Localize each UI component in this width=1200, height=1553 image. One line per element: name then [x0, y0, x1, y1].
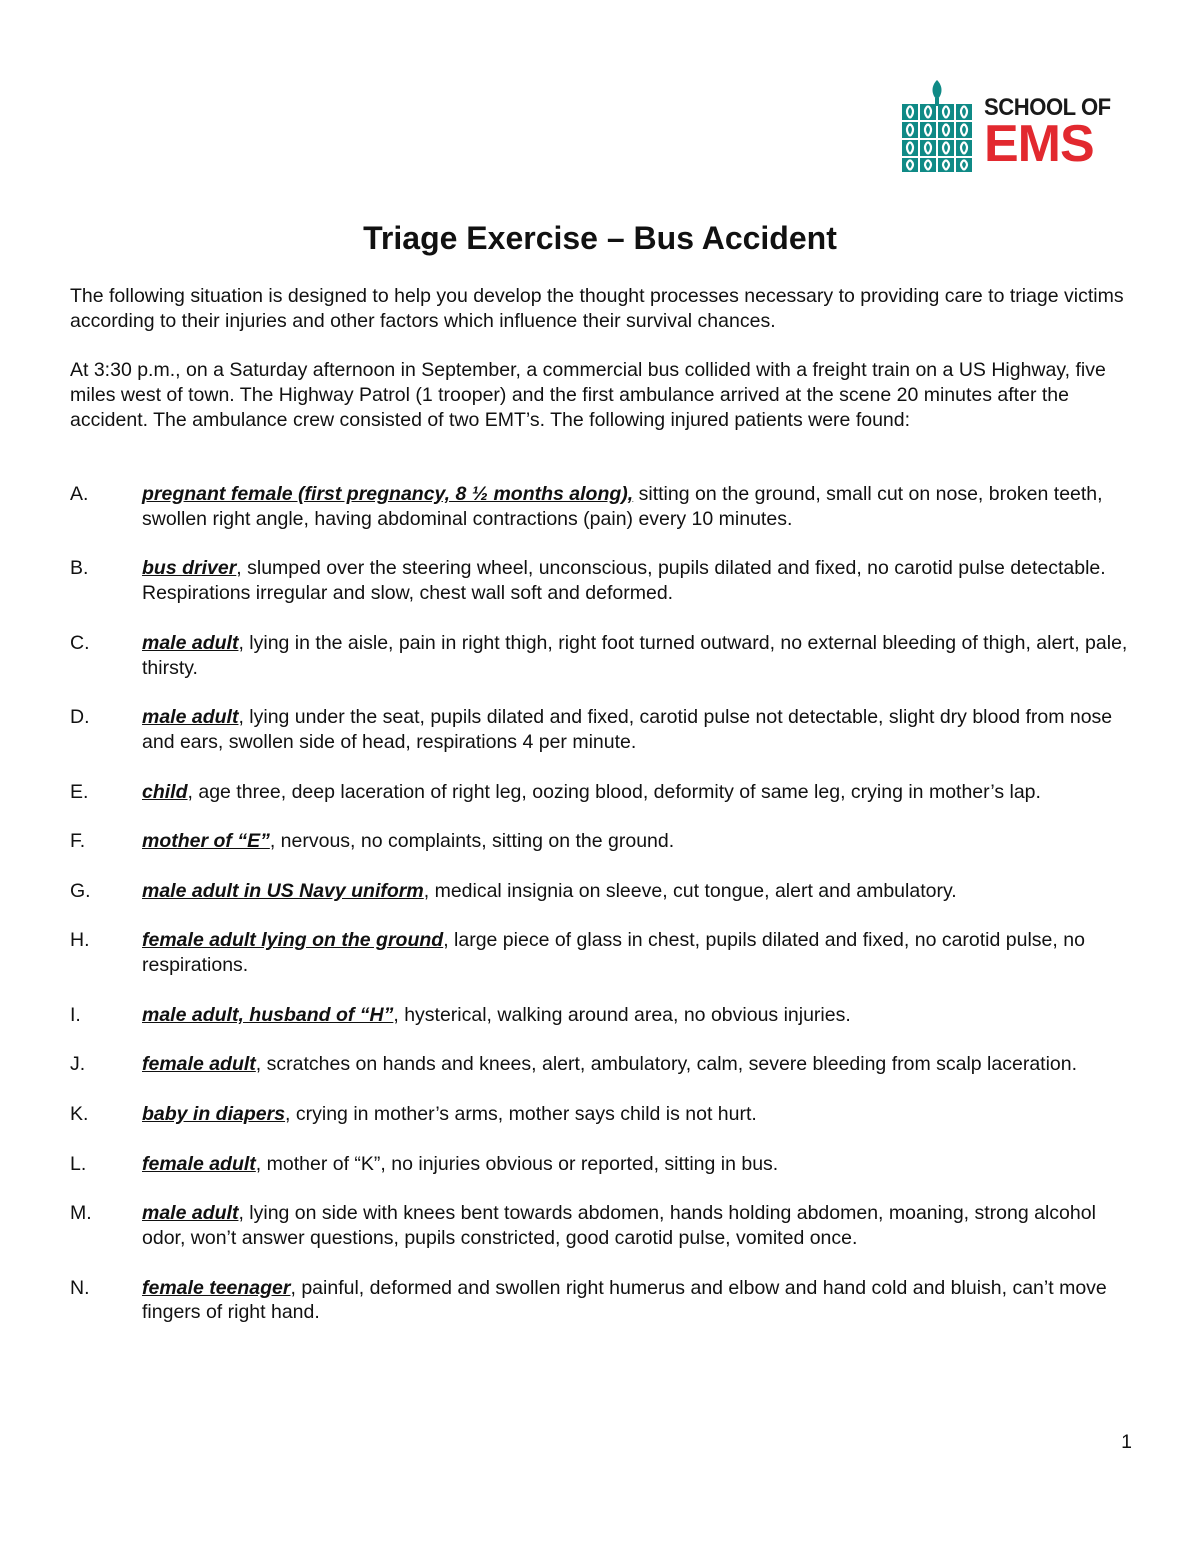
item-letter: A. — [70, 483, 89, 505]
item-letter: K. — [70, 1102, 89, 1125]
item-letter: J. — [70, 1053, 86, 1076]
wheat-grid-logo-icon — [900, 78, 974, 174]
item-subject: mother of “E” — [142, 830, 270, 853]
item-letter: B. — [70, 557, 89, 580]
item-subject: female adult lying on the ground — [142, 929, 444, 952]
item-letter: F. — [70, 830, 86, 853]
item-subject: female adult — [142, 1152, 256, 1175]
item-details: , nervous, no complaints, sitting on the ground. — [269, 830, 675, 853]
item-details: sitting on the ground, small cut on nose, broken teeth, swollen right angle, having abdominal contractions (pain) every 10 minutes. — [142, 483, 1103, 530]
item-letter: H. — [70, 929, 90, 952]
item-details: , painful, deformed and swollen right humerus and elbow and hand cold and bluish, can’t move fingers of right hand. — [142, 1276, 1107, 1324]
item-details: , large piece of glass in chest, pupils dilated and fixed, no carotid pulse, no respirations. — [142, 929, 1085, 977]
item-letter: C. — [70, 631, 90, 654]
item-subject: baby in diapers — [142, 1102, 286, 1125]
page-number: 1 — [1121, 1431, 1132, 1453]
logo-line-school-of: SCHOOL OF — [984, 94, 1111, 121]
list-item — [70, 829, 1135, 854]
list-item — [70, 1102, 1135, 1127]
list-item — [70, 1152, 1135, 1177]
item-details: , lying on side with knees bent towards abdomen, hands holding abdomen, moaning, strong alcohol odor, won’t answer questions, pupils constricted, good carotid pulse, vomited once. — [142, 1202, 1096, 1249]
list-item — [70, 1276, 1135, 1326]
item-subject: female adult — [142, 1053, 256, 1076]
item-details: , crying in mother’s arms, mother says child is not hurt. — [285, 1102, 757, 1125]
list-item — [70, 631, 1135, 681]
item-letter: D. — [70, 706, 90, 729]
document-title: Triage Exercise – Bus Accident — [363, 220, 837, 256]
list-item — [70, 556, 1135, 606]
item-letter: E. — [70, 780, 89, 803]
item-subject: male adult, husband of “H” — [142, 1003, 394, 1026]
item-subject: male adult in US Navy uniform — [142, 879, 424, 902]
school-of-ems-logo — [900, 78, 1115, 174]
item-letter: I. — [70, 1003, 81, 1026]
item-details: , scratches on hands and knees, alert, ambulatory, calm, severe bleeding from scalp laceration. — [255, 1053, 1078, 1076]
list-item — [70, 879, 1135, 904]
scenario-paragraph: At 3:30 p.m., on a Saturday afternoon in September, a commercial bus collided with a freight train on a US Highway, five miles west of town. The Highway Patrol (1 trooper) and the first ambulance arrived at the scene 20 minutes after the accident. The ambulance crew consisted of two EMT’s. The following injured patients were found: — [70, 359, 1106, 431]
list-item — [70, 1201, 1135, 1251]
intro-paragraph: The following situation is designed to help you develop the thought processes necessary to providing care to triage victims according to their injuries and other factors which influence their survival chances. — [70, 285, 1124, 332]
item-letter: G. — [70, 879, 91, 902]
logo-line-ems: EMS — [984, 115, 1094, 173]
item-subject: female teenager — [142, 1276, 291, 1299]
item-subject: male adult — [142, 706, 239, 729]
item-details: , hysterical, walking around area, no obvious injuries. — [393, 1003, 851, 1026]
item-subject: male adult — [142, 631, 239, 654]
item-details: , slumped over the steering wheel, unconscious, pupils dilated and fixed, no carotid pulse detectable. Respirations irregular and slow, chest wall soft and deformed. — [142, 557, 1106, 605]
list-item — [70, 705, 1135, 755]
logo-wordmark — [984, 94, 1116, 173]
list-item — [70, 780, 1135, 805]
patient-list — [70, 482, 1135, 1350]
item-letter: N. — [70, 1276, 90, 1299]
item-details: , lying under the seat, pupils dilated and fixed, carotid pulse not detectable, slight dry blood from nose and ears, swollen side of head, respirations 4 per minute. — [142, 706, 1113, 753]
item-details: , mother of “K”, no injuries obvious or reported, sitting in bus. — [255, 1152, 779, 1175]
list-item — [70, 928, 1135, 978]
list-item — [70, 1003, 1135, 1028]
list-item — [70, 1052, 1135, 1077]
list-item — [70, 482, 1135, 532]
item-details: , medical insignia on sleeve, cut tongue, alert and ambulatory. — [423, 879, 957, 902]
item-subject: bus driver — [142, 557, 237, 580]
item-subject: child — [142, 780, 188, 803]
item-letter: L. — [70, 1152, 87, 1175]
item-details: , age three, deep laceration of right leg, oozing blood, deformity of same leg, crying in mother’s lap. — [187, 780, 1041, 803]
item-letter: M. — [70, 1202, 92, 1225]
item-subject: pregnant female (first pregnancy, 8 ½ months along), — [142, 483, 634, 505]
item-details: , lying in the aisle, pain in right thigh, right foot turned outward, no external bleeding of thigh, alert, pale, thirsty. — [142, 631, 1128, 679]
item-subject: male adult — [142, 1202, 239, 1225]
